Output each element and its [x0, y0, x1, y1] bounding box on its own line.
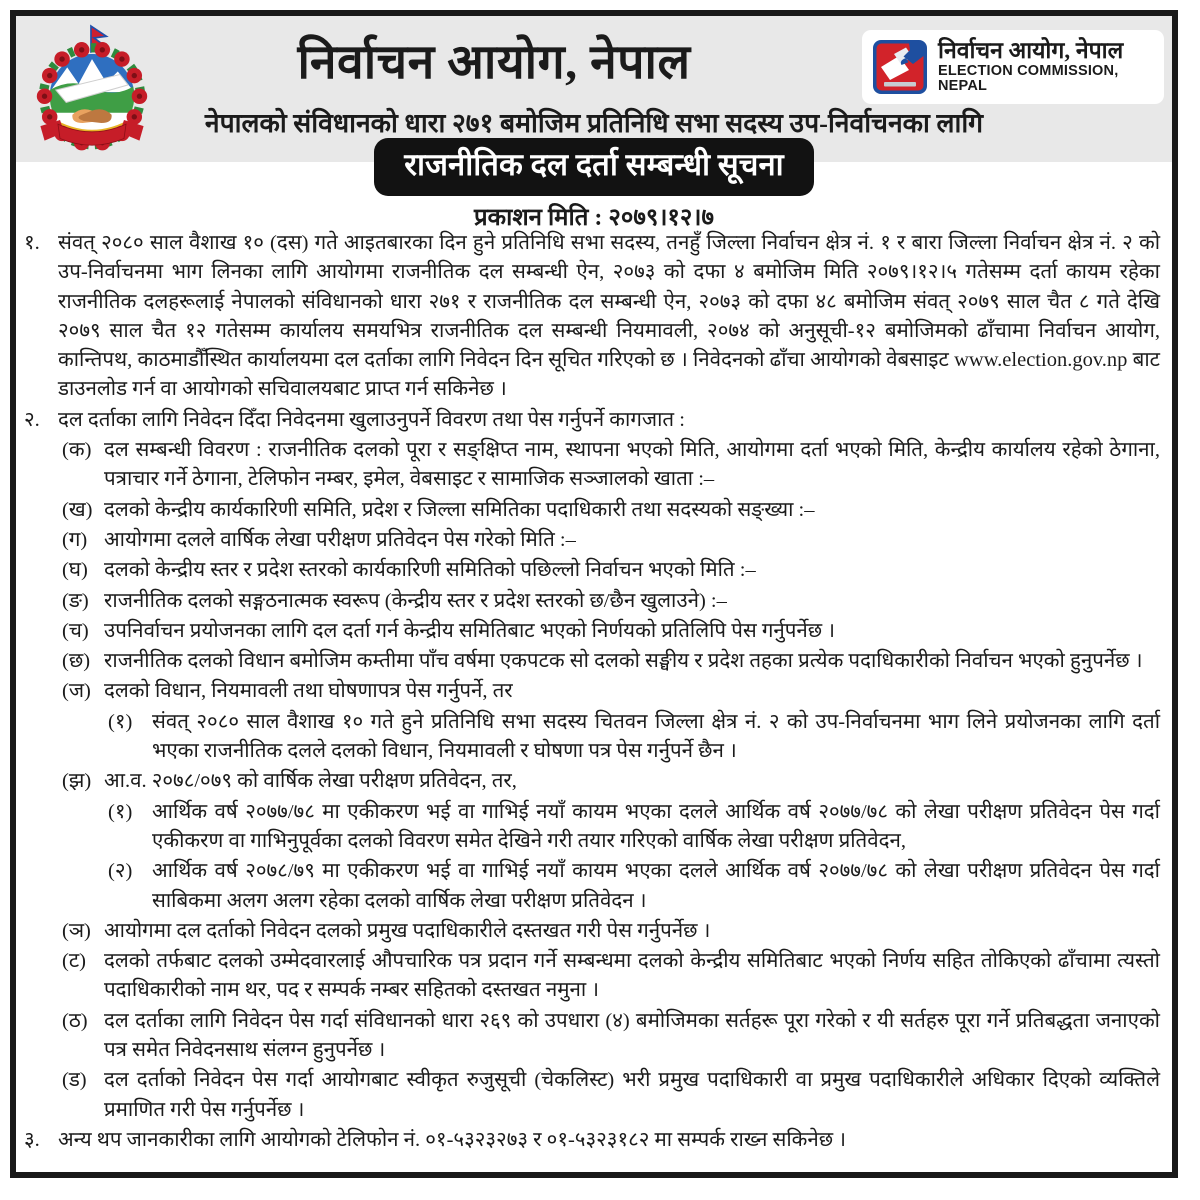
item-label: (२) — [108, 860, 133, 883]
election-commission-logo — [862, 30, 1164, 104]
list-item — [24, 587, 1160, 616]
item-label: (छ) — [62, 650, 91, 673]
list-item — [24, 556, 1160, 585]
logo-text-english: ELECTION COMMISSION, NEPAL — [938, 62, 1119, 95]
item-text: दल सम्बन्धी विवरण : राजनीतिक दलको पूरा र सङ्क्षिप्त नाम, स्थापना भएको मिति, आयोगमा दर्ता भएको मिति, केन्द्रीय कार्यालय रहेको ठेगाना, पत्राचार गर्ने ठेगाना, टेलिफोन नम्बर, इमेल, वेबसाइट र सामाजिक सञ्जालको खाता :– — [104, 439, 1160, 491]
notice-subtitle: नेपालको संविधानको धारा २७१ बमोजिम प्रतिनिधि सभा सदस्य उप-निर्वाचनका लागि — [204, 108, 984, 138]
list-item — [24, 1126, 1160, 1155]
list-item — [24, 677, 1160, 706]
item-text: दलको केन्द्रीय कार्यकारिणी समिति, प्रदेश र जिल्ला समितिका पदाधिकारी तथा सदस्यको सङ्ख्या :– — [104, 498, 815, 521]
item-text: दलको केन्द्रीय स्तर र प्रदेश स्तरको कार्यकारिणी समितिको पछिल्लो निर्वाचन भएको मिति :– — [104, 559, 756, 582]
list-item — [24, 857, 1160, 916]
item-label: (क) — [62, 439, 92, 462]
item-text: उपनिर्वाचन प्रयोजनका लागि दल दर्ता गर्न केन्द्रीय समितिबाट भएको निर्णयको प्रतिलिपि पेस गर्नुपर्नेछ । — [104, 619, 836, 642]
publication-date: प्रकाशन मिति : २०७९।१२।७ — [474, 205, 714, 231]
item-label: (१) — [108, 710, 133, 733]
item-text: दलको विधान, नियमावली तथा घोषणापत्र पेस गर्नुपर्ने, तर — [104, 680, 513, 703]
item-text: संवत् २०८० साल वैशाख १० (दस) गते आइतबारका दिन हुने प्रतिनिधि सभा सदस्य, तनहुँ जिल्ला निर्वाचन क्षेत्र नं. १ र बारा जिल्ला निर्वाचन क्षेत्र नं. २ को उप-निर्वाचनमा भाग लिनका लागि आयोगमा राजनीतिक दल सम्बन्धी ऐन, २०७३ को दफा ४ बमोजिम मिति २०७९।१२।५ गतेसम्म दर्ता कायम रहेका राजनीतिक दलहरूलाई नेपालको संविधानको धारा २७१ र राजनीतिक दल सम्बन्धी ऐन, २०७३ को दफा ४८ बमोजिम संवत् २०७९ साल चैत ८ गते देखि २०७९ साल चैत १२ गतेसम्म कार्यालय समयभित्र राजनीतिक दल सम्बन्धी नियमावली, २०७४ को अनुसूची-१२ बमोजिमको ढाँचामा निर्वाचन आयोग, कान्तिपथ, काठमाडौँस्थित कार्यालयमा दल दर्ताका लागि निवेदन दिन सूचित गरिएको छ । निवेदनको ढाँचा आयोगको वेबसाइट www.election.gov.np बाट डाउनलोड गर्न वा आयोगको सचिवालयबाट प्राप्त गर्न सकिनेछ । — [58, 232, 1160, 401]
list-item — [24, 496, 1160, 525]
notice-list — [24, 228, 1160, 1156]
logo-text-nepali: निर्वाचन आयोग, नेपाल — [938, 37, 1124, 63]
item-text: अन्य थप जानकारीका लागि आयोगको टेलिफोन नं. ०१-५३२३२७३ र ०१-५३२३१८२ मा सम्पर्क राख्न सकिनेछ । — [58, 1128, 847, 1151]
org-title: निर्वाचन आयोग, नेपाल — [297, 36, 691, 89]
list-item — [24, 436, 1160, 495]
item-text: आयोगमा दलले वार्षिक लेखा परीक्षण प्रतिवेदन पेस गरेको मिति :– — [104, 528, 576, 551]
list-item — [24, 647, 1160, 676]
item-text: दल दर्ताका लागि निवेदन दिँदा निवेदनमा खुलाउनुपर्ने विवरण तथा पेस गर्नुपर्ने कागजात : — [58, 408, 685, 431]
list-item — [24, 767, 1160, 796]
list-item — [24, 526, 1160, 555]
notice-frame — [10, 10, 1178, 1178]
item-label: २. — [24, 408, 40, 431]
item-text: दल दर्ताका लागि निवेदन पेस गर्दा संविधानको धारा २६९ को उपधारा (४) बमोजिमका सर्तहरू पूरा गरेको र यी सर्तहरु पूरा गर्ने प्रतिबद्धता जनाएको पत्र समेत निवेदनसाथ संलग्न हुनुपर्नेछ । — [104, 1009, 1160, 1062]
item-label: (ट) — [62, 950, 86, 973]
item-text: राजनीतिक दलको विधान बमोजिम कम्तीमा पाँच वर्षमा एकपटक सो दलको सङ्घीय र प्रदेश तहका प्रत्येक पदाधिकारीको निर्वाचन भएको हुनुपर्नेछ । — [104, 650, 1143, 673]
list-item — [24, 229, 1160, 405]
item-text: आ.व. २०७८/०७९ को वार्षिक लेखा परीक्षण प्रतिवेदन, तर, — [104, 770, 517, 793]
item-label: (घ) — [62, 559, 88, 582]
item-label: (झ) — [62, 770, 92, 793]
item-label: (ड) — [62, 1069, 87, 1092]
item-text: आयोगमा दल दर्ताको निवेदन दलको प्रमुख पदाधिकारीले दस्तखत गरी पेस गर्नुपर्नेछ । — [104, 919, 711, 942]
list-item — [24, 708, 1160, 767]
item-text: संवत् २०८० साल वैशाख १० गते हुने प्रतिनिधि सभा सदस्य चितवन जिल्ला क्षेत्र नं. २ को उप-निर्वाचनमा भाग लिने प्रयोजनका लागि दर्ता भएका राजनीतिक दलले दलको विधान, नियमावली र घोषणा पत्र पेस गर्नुपर्ने छैन । — [152, 710, 1160, 763]
item-label: ३. — [24, 1128, 40, 1151]
list-item — [24, 1066, 1160, 1125]
item-label: (ञ) — [62, 919, 91, 942]
item-label: (ख) — [62, 498, 93, 521]
list-item — [24, 947, 1160, 1006]
list-item — [24, 406, 1160, 435]
item-text: दल दर्ताको निवेदन पेस गर्दा आयोगबाट स्वीकृत रुजुसूची (चेकलिस्ट) भरी प्रमुख पदाधिकारी वा प्रमुख पदाधिकारीले अधिकार दिएको व्यक्तिले प्रमाणित गरी पेस गर्नुपर्नेछ । — [104, 1069, 1160, 1121]
item-label: १. — [24, 232, 40, 254]
list-item — [24, 617, 1160, 646]
ballot-box-icon — [872, 39, 928, 95]
item-text: आर्थिक वर्ष २०७८/७९ मा एकीकरण भई वा गाभिई नयाँ कायम भएका दलले आर्थिक वर्ष २०७७/७८ को लेखा परीक्षण प्रतिवेदन पेस गर्दा साबिकमा अलग अलग रहेका दलको वार्षिक लेखा परीक्षण प्रतिवेदन । — [152, 860, 1160, 912]
item-text: आर्थिक वर्ष २०७७/७८ मा एकीकरण भई वा गाभिई नयाँ कायम भएका दलले आर्थिक वर्ष २०७७/७८ को लेखा परीक्षण प्रतिवेदन पेस गर्दा एकीकरण वा गाभिनुपूर्वका दलको विवरण समेत देखिने गरी तयार गरिएको वार्षिक लेखा परीक्षण प्रतिवेदन, — [152, 800, 1160, 852]
item-label: (१) — [108, 800, 133, 823]
list-item — [24, 798, 1160, 857]
list-item — [24, 1007, 1160, 1066]
item-text: राजनीतिक दलको सङ्गठनात्मक स्वरूप (केन्द्रीय स्तर र प्रदेश स्तरको छ/छैन खुलाउने) :– — [104, 589, 727, 612]
banner-row — [16, 138, 1172, 196]
item-label: (ग) — [62, 528, 88, 551]
item-label: (च) — [62, 619, 89, 642]
item-text: दलको तर्फबाट दलको उम्मेदवारलाई औपचारिक पत्र प्रदान गर्ने सम्बन्धमा दलको केन्द्रीय समितिबाट भएको निर्णय सहित तोकिएको ढाँचामा त्यस्तो पदाधिकारीको नाम थर, पद र सम्पर्क नम्बर सहितको दस्तखत नमुना । — [104, 950, 1160, 1002]
item-label: (ङ) — [62, 589, 89, 612]
item-label: (ठ) — [62, 1009, 88, 1032]
item-label: (ज) — [62, 680, 91, 703]
list-item — [24, 917, 1160, 946]
banner-title: राजनीतिक दल दर्ता सम्बन्धी सूचना — [374, 138, 813, 196]
